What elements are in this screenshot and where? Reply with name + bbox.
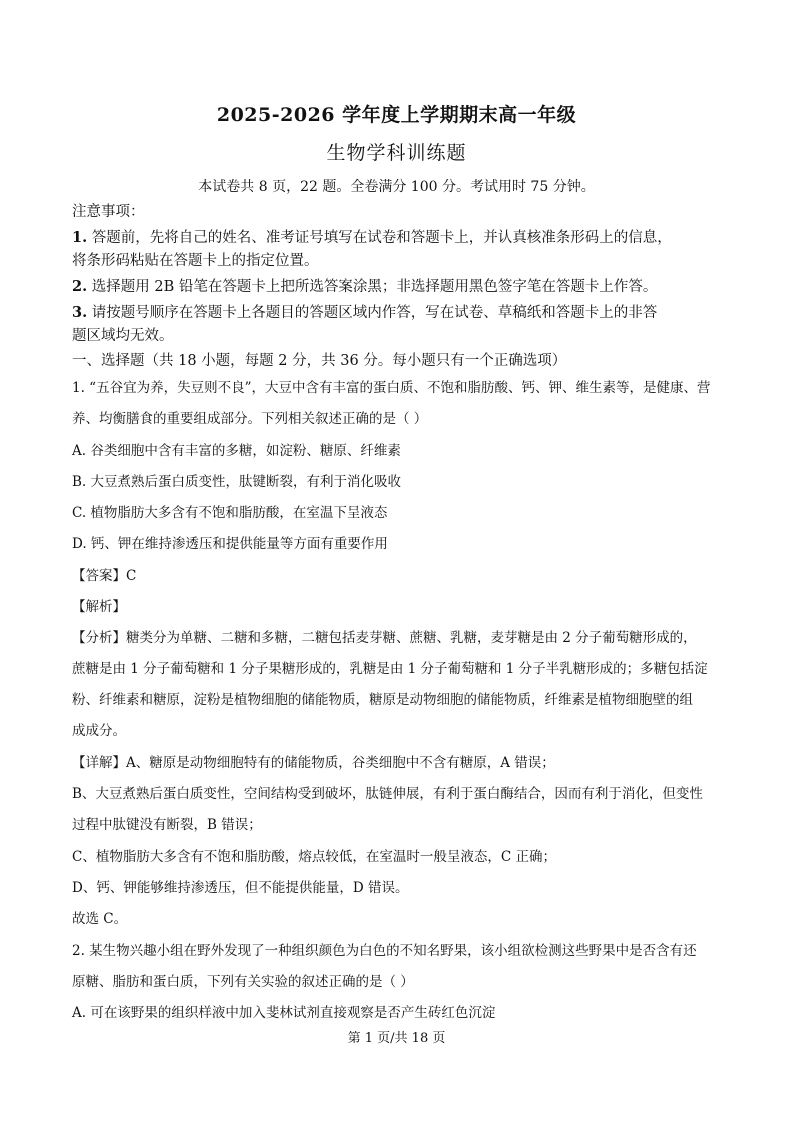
- notice-item-3: [72, 301, 657, 322]
- notice-item-2-number: 2.: [72, 278, 88, 295]
- question-1-stem: 1. “五谷宜为养，失豆则不良”，大豆中含有丰富的蛋白质、不饱和脂肪酸、钙、钾、维生素等，是健康、营: [72, 380, 711, 396]
- question-1-conclusion: 故选 C。: [72, 911, 128, 927]
- notice-item-2-text: 选择题用 2B 铅笔在答题卡上把所选答案涂黑；非选择题用黑色签字笔在答题卡上作答。: [91, 279, 658, 295]
- notice-item-1-cont: 将条形码粘贴在答题卡上的指定位置。: [72, 253, 319, 269]
- question-1-detail: B、大豆煮熟后蛋白质变性，空间结构受到破坏，肽链伸展，有利于蛋白酶结合，因而有利于消化，但变性: [72, 786, 703, 802]
- notice-item-3-number: 3.: [72, 304, 88, 321]
- page-footer: 第 1 页/共 18 页: [347, 1031, 446, 1046]
- notice-item-2: [72, 275, 657, 296]
- question-1-analysis: 粉、纤维素和糖原，淀粉是植物细胞的储能物质，糖原是动物细胞的储能物质，纤维素是植物细胞壁的组: [72, 692, 693, 708]
- question-1-option-b: B. 大豆煮熟后蛋白质变性，肽键断裂，有利于消化吸收: [72, 474, 402, 490]
- question-1-detail: 【详解】A、糖原是动物细胞特有的储能物质，谷类细胞中不含有糖原，A 错误；: [72, 755, 555, 771]
- question-1-analysis-label: 【解析】: [72, 599, 126, 615]
- exam-title: 2025-2026 学年度上学期期末高一年级: [216, 104, 577, 126]
- question-2-stem: 2. 某生物兴趣小组在野外发现了一种组织颜色为白色的不知名野果，该小组欲检测这些野果中是否含有还: [72, 943, 697, 959]
- subject-title: 生物学科训练题: [326, 142, 467, 164]
- question-1-analysis: 蔗糖是由 1 分子葡萄糖和 1 分子果糖形成的，乳糖是由 1 分子葡萄糖和 1 分子半乳糖形成的；多糖包括淀: [72, 661, 708, 677]
- question-1-answer: 【答案】C: [72, 568, 137, 584]
- section-heading: 一、选择题（共 18 小题，每题 2 分，共 36 分。每小题只有一个正确选项）: [72, 353, 567, 369]
- question-1-detail: D、钙、钾能够维持渗透压，但不能提供能量，D 错误。: [72, 880, 409, 896]
- question-1-detail: C、植物脂肪大多含有不饱和脂肪酸，熔点较低，在室温时一般呈液态，C 正确；: [72, 849, 556, 865]
- question-1-option-c: C. 植物脂肪大多含有不饱和脂肪酸，在室温下呈液态: [72, 505, 388, 521]
- question-1-stem-cont: 养、均衡膳食的重要组成部分。下列相关叙述正确的是（ ）: [72, 411, 428, 427]
- question-1-option-d: D. 钙、钾在维持渗透压和提供能量等方面有重要作用: [72, 536, 388, 552]
- question-1-analysis: 【分析】糖类分为单糖、二糖和多糖，二糖包括麦芽糖、蔗糖、乳糖，麦芽糖是由 2 分子葡萄糖形成的，: [72, 630, 697, 646]
- notice-heading: 注意事项：: [72, 204, 145, 220]
- notice-item-1: [72, 226, 672, 247]
- notice-item-3-cont: 题区域均无效。: [72, 328, 174, 344]
- question-2-stem-cont: 原糖、脂肪和蛋白质，下列有关实验的叙述正确的是（ ）: [72, 974, 414, 990]
- notice-item-3-text: 请按题号顺序在答题卡上各题目的答题区域内作答，写在试卷、草稿纸和答题卡上的非答: [91, 305, 658, 321]
- question-1-option-a: A. 谷类细胞中含有丰富的多糖，如淀粉、糖原、纤维素: [72, 443, 401, 459]
- question-2-option-a: A. 可在该野果的组织样液中加入斐林试剂直接观察是否产生砖红色沉淀: [72, 1005, 496, 1021]
- question-1-analysis: 成成分。: [72, 723, 126, 739]
- question-1-detail: 过程中肽键没有断裂，B 错误；: [72, 817, 262, 833]
- exam-info: 本试卷共 8 页，22 题。全卷满分 100 分。考试用时 75 分钟。: [198, 179, 595, 195]
- notice-item-1-text: 答题前，先将自己的姓名、准考证号填写在试卷和答题卡上，并认真核准条形码上的信息，: [91, 230, 672, 246]
- notice-item-1-number: 1.: [72, 229, 88, 246]
